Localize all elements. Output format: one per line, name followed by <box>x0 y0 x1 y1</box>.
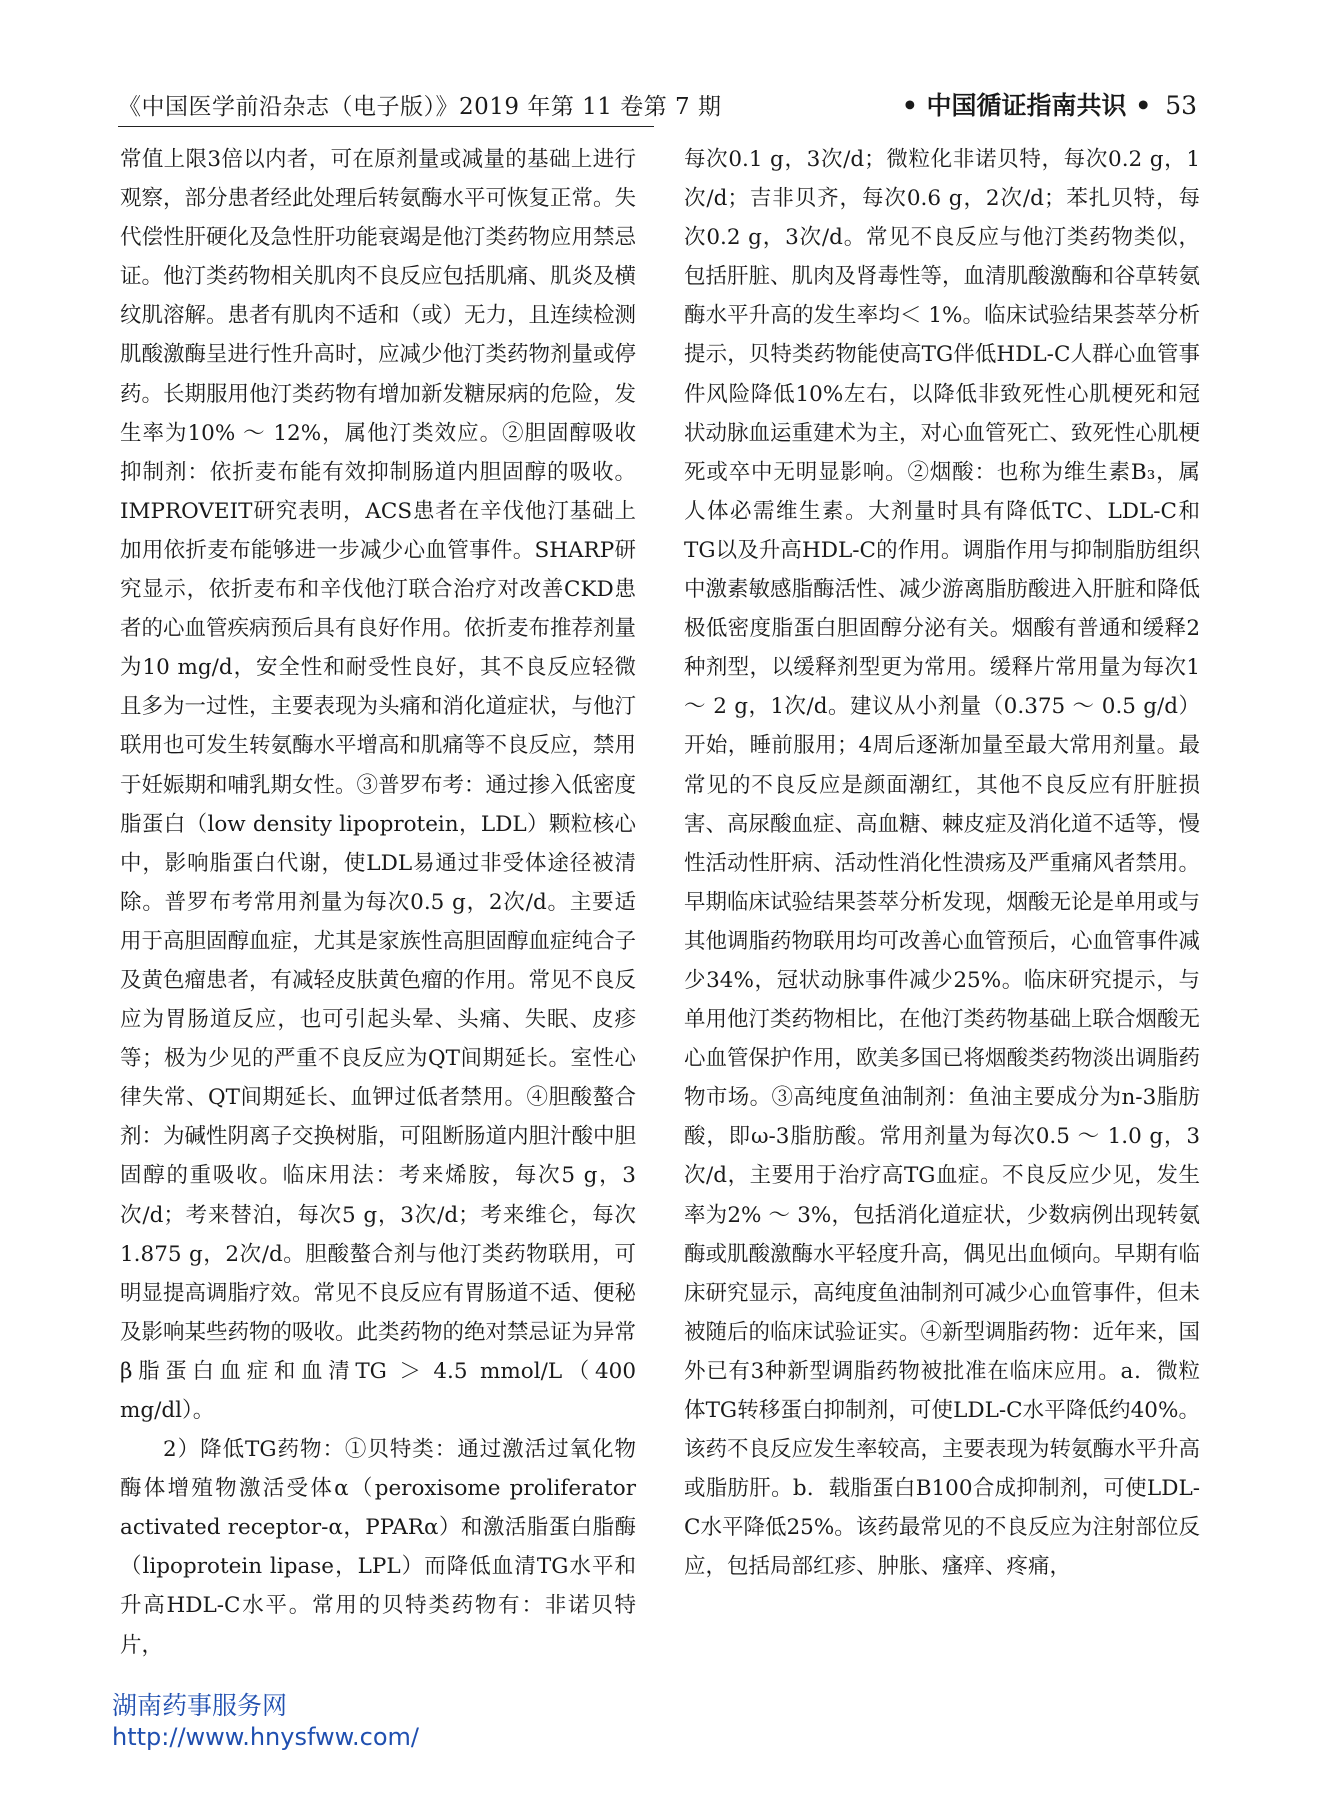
header-rule <box>118 126 654 127</box>
paragraph: 每次0.1 g，3次/d；微粒化非诺贝特，每次0.2 g，1次/d；吉非贝齐，每次0.6 g，2次/d；苯扎贝特，每次0.2 g，3次/d。常见不良反应与他汀类药物类似，包括肝脏、肌肉及肾毒性等，血清肌酸激酶和谷草转氨酶水平升高的发生率均＜ 1%。临床试验结果荟萃分析提示，贝特类药物能使高TG伴低HDL-C人群心血管事件风险降低10%左右，以降低非致死性心肌梗死和冠状动脉血运重建术为主，对心血管死亡、致死性心肌梗死或卒中无明显影响。②烟酸：也称为维生素B₃，属人体必需维生素。大剂量时具有降低TC、LDL-C和TG以及升高HDL-C的作用。调脂作用与抑制脂肪组织中激素敏感脂酶活性、减少游离脂肪酸进入肝脏和降低极低密度脂蛋白胆固醇分泌有关。烟酸有普通和缓释2种剂型，以缓释剂型更为常用。缓释片常用量为每次1 ～ 2 g，1次/d。建议从小剂量（0.375 ～ 0.5 g/d）开始，睡前服用；4周后逐渐加量至最大常用剂量。最常见的不良反应是颜面潮红，其他不良反应有肝脏损害、高尿酸血症、高血糖、棘皮症及消化道不适等，慢性活动性肝病、活动性消化性溃疡及严重痛风者禁用。早期临床试验结果荟萃分析发现，烟酸无论是单用或与其他调脂药物联用均可改善心血管预后，心血管事件减少34%，冠状动脉事件减少25%。临床研究提示，与单用他汀类药物相比，在他汀类药物基础上联合烟酸无心血管保护作用，欧美多国已将烟酸类药物淡出调脂药物市场。③高纯度鱼油制剂：鱼油主要成分为n-3脂肪酸，即ω-3脂肪酸。常用剂量为每次0.5 ～ 1.0 g，3次/d，主要用于治疗高TG血症。不良反应少见，发生率为2% ～ 3%，包括消化道症状，少数病例出现转氨酶或肌酸激酶水平轻度升高，偶见出血倾向。早期有临床研究显示，高纯度鱼油制剂可减少心血管事件，但未被随后的临床试验证实。④新型调脂药物：近年来，国外已有3种新型调脂药物被批准在临床应用。a．微粒体TG转移蛋白抑制剂，可使LDL-C水平降低约40%。该药不良反应发生率较高，主要表现为转氨酶水平升高或脂肪肝。b．载脂蛋白B100合成抑制剂，可使LDL-C水平降低25%。该药最常见的不良反应为注射部位反应，包括局部红疹、肿胀、瘙痒、疼痛， <box>684 147 1201 1580</box>
paragraph: 常值上限3倍以内者，可在原剂量或减量的基础上进行观察，部分患者经此处理后转氨酶水平可恢复正常。失代偿性肝硬化及急性肝功能衰竭是他汀类药物应用禁忌证。他汀类药物相关肌肉不良反应包括肌痛、肌炎及横纹肌溶解。患者有肌肉不适和（或）无力，且连续检测肌酸激酶呈进行性升高时，应减少他汀类药物剂量或停药。长期服用他汀类药物有增加新发糖尿病的危险，发生率为10% ～ 12%，属他汀类效应。②胆固醇吸收抑制剂：依折麦布能有效抑制肠道内胆固醇的吸收。IMPROVEIT研究表明，ACS患者在辛伐他汀基础上加用依折麦布能够进一步减少心血管事件。SHARP研究显示，依折麦布和辛伐他汀联合治疗对改善CKD患者的心血管疾病预后具有良好作用。依折麦布推荐剂量为10 mg/d，安全性和耐受性良好，其不良反应轻微且多为一过性，主要表现为头痛和消化道症状，与他汀联用也可发生转氨酶水平增高和肌痛等不良反应，禁用于妊娠期和哺乳期女性。③普罗布考：通过掺入低密度脂蛋白（low density lipoprotein，LDL）颗粒核心中，影响脂蛋白代谢，使LDL易通过非受体途径被清除。普罗布考常用剂量为每次0.5 g，2次/d。主要适用于高胆固醇血症，尤其是家族性高胆固醇血症纯合子及黄色瘤患者，有减轻皮肤黄色瘤的作用。常见不良反应为胃肠道反应，也可引起头晕、头痛、失眠、皮疹等；极为少见的严重不良反应为QT间期延长。室性心律失常、QT间期延长、血钾过低者禁用。④胆酸螯合剂：为碱性阴离子交换树脂，可阻断肠道内胆汁酸中胆固醇的重吸收。临床用法：考来烯胺，每次5 g，3次/d；考来替泊，每次5 g，3次/d；考来维仑，每次1.875 g，2次/d。胆酸螯合剂与他汀类药物联用，可明显提高调脂疗效。常见不良反应有胃肠道不适、便秘及影响某些药物的吸收。此类药物的绝对禁忌证为异常β脂蛋白血症和血清TG ＞ 4.5 mmol/L（400 mg/dl）。 <box>120 147 637 1423</box>
watermark <box>112 1690 419 1752</box>
right-column <box>684 140 1200 1586</box>
left-column <box>120 140 636 1665</box>
paragraph: 2）降低TG药物：①贝特类：通过激活过氧化物酶体增殖物激活受体α（peroxisome proliferator activated receptor-α，PPARα）和激活脂蛋白脂酶（lipoprotein lipase，LPL）而降低血清TG水平和升高HDL-C水平。常用的贝特类药物有：非诺贝特片， <box>120 1437 636 1658</box>
journal-header: 《中国医学前沿杂志（电子版）》2019 年第 11 卷第 7 期 <box>118 94 722 120</box>
page-number: 53 <box>1165 91 1197 120</box>
watermark-site-name: 湖南药事服务网 <box>112 1691 288 1720</box>
section-header <box>902 86 1197 122</box>
watermark-url[interactable]: http://www.hnysfww.com/ <box>112 1723 420 1751</box>
section-title: • 中国循证指南共识 • <box>901 91 1152 120</box>
